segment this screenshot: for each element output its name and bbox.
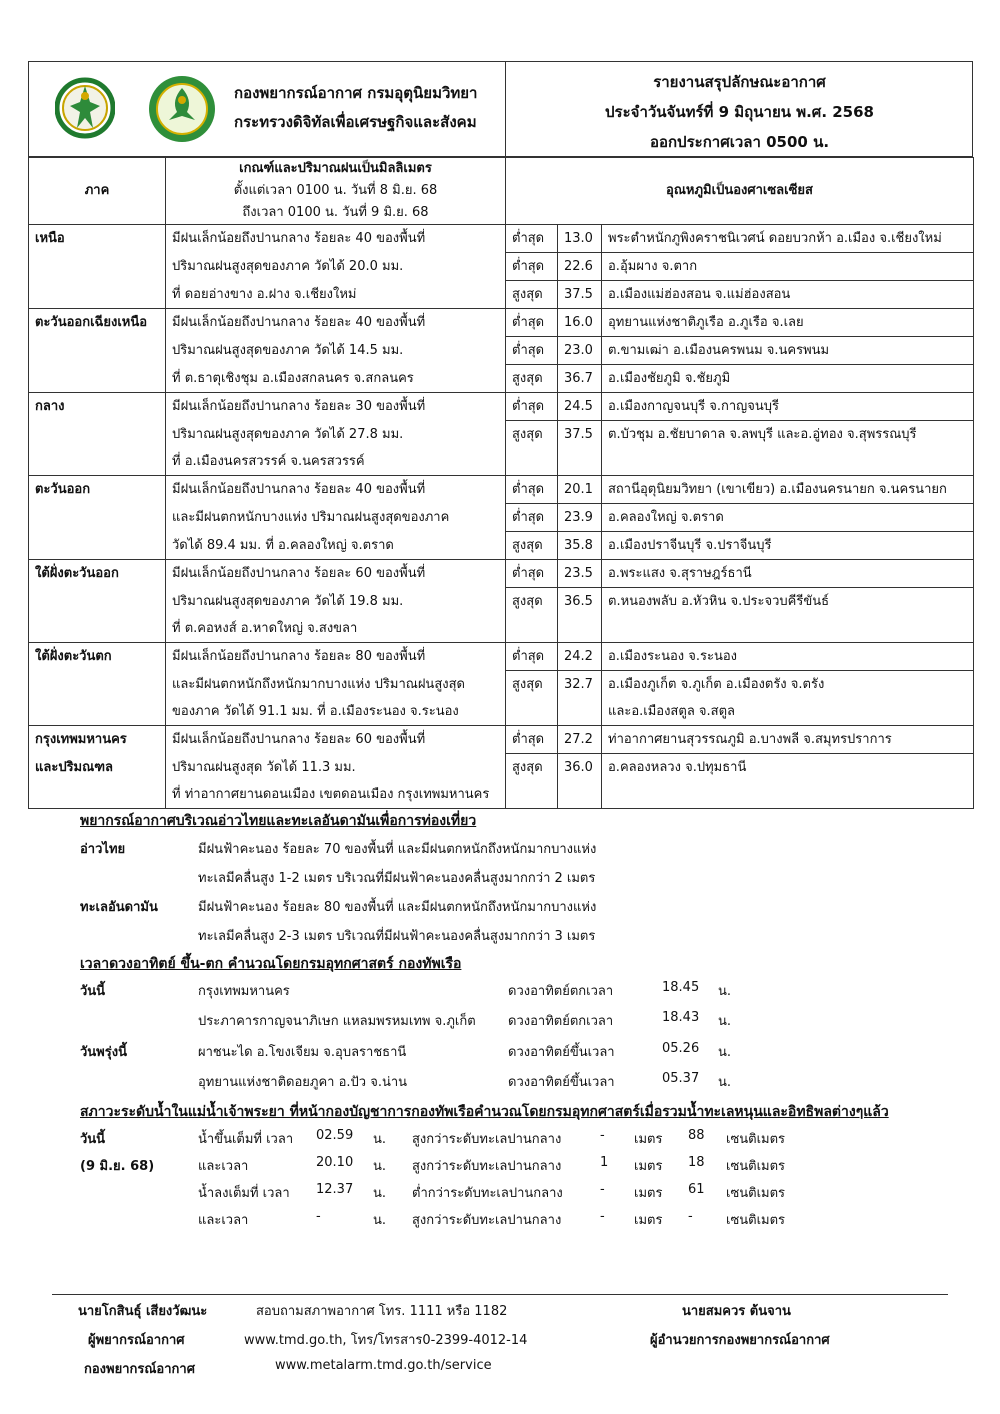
temp-kind <box>506 698 558 726</box>
tide-meter-unit: เมตร <box>634 1132 663 1147</box>
region-name: ตะวันออก <box>29 476 166 504</box>
report-date: ประจำวันจันทร์ที่ 9 มิถุนายน พ.ศ. 2568 <box>605 103 874 121</box>
gulf-label: อ่าวไทย <box>80 842 126 857</box>
rain-text: ที่ อ.เมืองนครสวรรค์ จ.นครสวรรค์ <box>166 448 506 476</box>
tide-unit: น. <box>373 1159 387 1174</box>
temp-value: 22.6 <box>558 253 602 281</box>
forecaster-title: ผู้พยากรณ์อากาศ <box>88 1333 185 1348</box>
tide-unit: น. <box>373 1213 387 1228</box>
temp-kind: สูงสุด <box>506 365 558 393</box>
region-row <box>29 448 974 476</box>
sun-unit: น. <box>718 1045 732 1060</box>
col-rain-header-l2: ตั้งแต่เวลา 0100 น. วันที่ 8 มิ.ย. 68 <box>233 183 438 198</box>
sun-place: ผาชนะได อ.โขงเจียม จ.อุบลราชธานี <box>198 1045 407 1060</box>
org-line-2: กระทรวงดิจิทัลเพื่อเศรษฐกิจและสังคม <box>234 113 477 131</box>
region-row <box>29 309 974 337</box>
region-row <box>29 225 974 253</box>
rain-text: มีฝนเล็กน้อยถึงปานกลาง ร้อยละ 60 ของพื้นที่ <box>166 560 506 588</box>
temp-kind <box>506 615 558 643</box>
temp-kind: ต่ำสุด <box>506 476 558 504</box>
sun-event: ดวงอาทิตย์ขึ้นเวลา <box>508 1045 615 1060</box>
report-title: รายงานสรุปลักษณะอากาศ <box>653 73 826 91</box>
tide-cm: - <box>688 1209 693 1224</box>
temp-kind: ต่ำสุด <box>506 337 558 365</box>
region-name <box>29 365 166 393</box>
tide-cm: 88 <box>688 1128 705 1143</box>
region-row <box>29 476 974 504</box>
region-name <box>29 671 166 699</box>
col-region-header: ภาค <box>29 158 166 225</box>
region-name <box>29 532 166 560</box>
region-row <box>29 726 974 754</box>
region-row <box>29 504 974 532</box>
rain-text: มีฝนเล็กน้อยถึงปานกลาง ร้อยละ 40 ของพื้นที่ <box>166 309 506 337</box>
temp-kind: ต่ำสุด <box>506 253 558 281</box>
sun-time: 05.37 <box>662 1071 700 1086</box>
tide-cm: 61 <box>688 1182 705 1197</box>
region-name <box>29 781 166 809</box>
report-header <box>28 61 973 157</box>
tide-time: 02.59 <box>316 1128 354 1143</box>
sun-today-label: วันนี้ <box>80 984 106 999</box>
temp-value: 20.1 <box>558 476 602 504</box>
sun-unit: น. <box>718 984 732 999</box>
temp-location <box>602 615 974 643</box>
temp-value: 24.2 <box>558 643 602 671</box>
director-name: นายสมควร ต้นจาน <box>682 1304 791 1319</box>
tide-meters: - <box>600 1128 605 1143</box>
col-temp-header: อุณหภูมิเป็นองศาเซลเซียส <box>506 158 974 225</box>
region-name <box>29 448 166 476</box>
temp-location: และอ.เมืองสตูล จ.สตูล <box>602 698 974 726</box>
temp-location: อ.คลองใหญ่ จ.ตราด <box>602 504 974 532</box>
tide-unit: น. <box>373 1132 387 1147</box>
table-header-row <box>29 158 974 225</box>
temp-location <box>602 781 974 809</box>
col-rain-header-l1: เกณฑ์และปริมาณฝนเป็นมิลลิเมตร <box>239 161 432 176</box>
rain-text: ปริมาณฝนสูงสุดของภาค วัดได้ 14.5 มม. <box>166 337 506 365</box>
region-name <box>29 698 166 726</box>
region-row <box>29 588 974 616</box>
temp-value: 27.2 <box>558 726 602 754</box>
temp-location: ต.หนองพลับ อ.หัวหิน จ.ประจวบคีรีขันธ์ <box>602 588 974 616</box>
sun-event: ดวงอาทิตย์ตกเวลา <box>508 984 614 999</box>
temp-location: ต.ขามเฒ่า อ.เมืองนครพนม จ.นครพนม <box>602 337 974 365</box>
region-name <box>29 421 166 449</box>
temp-value: 23.9 <box>558 504 602 532</box>
region-row <box>29 281 974 309</box>
temp-value <box>558 698 602 726</box>
temp-value: 24.5 <box>558 393 602 421</box>
sea-title: พยากรณ์อากาศบริเวณอ่าวไทยและทะเลอันดามันเพื่อการท่องเที่ยว <box>80 813 477 829</box>
temp-value: 37.5 <box>558 421 602 449</box>
tide-relation: ต่ำกว่าระดับทะเลปานกลาง <box>412 1186 563 1201</box>
temp-location: อ.เมืองกาญจนบุรี จ.กาญจนบุรี <box>602 393 974 421</box>
region-name: ใต้ฝั่งตะวันออก <box>29 560 166 588</box>
temp-value: 35.8 <box>558 532 602 560</box>
tide-meters: - <box>600 1182 605 1197</box>
region-row <box>29 781 974 809</box>
rain-text: ที่ ต.คอหงส์ อ.หาดใหญ่ จ.สงขลา <box>166 615 506 643</box>
tide-label: น้ำลงเต็มที่ เวลา <box>198 1186 290 1201</box>
ministry-logo-icon <box>55 72 115 142</box>
temp-kind: ต่ำสุด <box>506 560 558 588</box>
temp-kind: ต่ำสุด <box>506 726 558 754</box>
col-rain-header-l3: ถึงเวลา 0100 น. วันที่ 9 มิ.ย. 68 <box>242 205 429 220</box>
temp-value: 16.0 <box>558 309 602 337</box>
contact-web[interactable]: www.tmd.go.th, โทร/โทรสาร0-2399-4012-14 <box>244 1333 528 1348</box>
rain-text: มีฝนเล็กน้อยถึงปานกลาง ร้อยละ 80 ของพื้นที่ <box>166 643 506 671</box>
region-row <box>29 253 974 281</box>
temp-value: 37.5 <box>558 281 602 309</box>
sun-unit: น. <box>718 1075 732 1090</box>
tide-relation: สูงกว่าระดับทะเลปานกลาง <box>412 1213 562 1228</box>
forecaster-name: นายโกสินธุ์ เสียงวัฒนะ <box>78 1304 208 1319</box>
temp-kind: สูงสุด <box>506 421 558 449</box>
sun-place: กรุงเทพมหานคร <box>198 984 290 999</box>
region-row <box>29 532 974 560</box>
temp-location: สถานีอุตุนิยมวิทยา (เขาเขียว) อ.เมืองนครนายก จ.นครนายก <box>602 476 974 504</box>
region-row <box>29 754 974 782</box>
tide-relation: สูงกว่าระดับทะเลปานกลาง <box>412 1159 562 1174</box>
region-name <box>29 253 166 281</box>
sun-time: 18.45 <box>662 980 700 995</box>
region-name <box>29 615 166 643</box>
tide-day-label: วันนี้ <box>80 1132 106 1147</box>
tide-label: และเวลา <box>198 1159 249 1174</box>
temp-value: 13.0 <box>558 225 602 253</box>
tide-meter-unit: เมตร <box>634 1159 663 1174</box>
sun-place: ประภาคารกาญจนาภิเษก แหลมพรหมเทพ จ.ภูเก็ต <box>198 1014 476 1029</box>
rain-text: ปริมาณฝนสูงสุดของภาค วัดได้ 27.8 มม. <box>166 421 506 449</box>
tide-cm-unit: เซนติเมตร <box>726 1159 786 1174</box>
gulf-line-2: ทะเลมีคลื่นสูง 1-2 เมตร บริเวณที่มีฝนฟ้าคะนองคลื่นสูงมากกว่า 2 เมตร <box>198 871 596 886</box>
tide-time: 20.10 <box>316 1155 354 1170</box>
rain-text: มีฝนเล็กน้อยถึงปานกลาง ร้อยละ 40 ของพื้นที่ <box>166 225 506 253</box>
tide-date-label: (9 มิ.ย. 68) <box>80 1159 155 1174</box>
temp-location: อ.เมืองชัยภูมิ จ.ชัยภูมิ <box>602 365 974 393</box>
gulf-line-1: มีฝนฟ้าคะนอง ร้อยละ 70 ของพื้นที่ และมีฝนตกหนักถึงหนักมากบางแห่ง <box>198 842 597 857</box>
temp-value: 36.5 <box>558 588 602 616</box>
temp-kind <box>506 781 558 809</box>
sun-place: อุทยานแห่งชาติดอยภูคา อ.ปัว จ.น่าน <box>198 1075 408 1090</box>
rain-text: มีฝนเล็กน้อยถึงปานกลาง ร้อยละ 60 ของพื้นที่ <box>166 726 506 754</box>
rain-text: ปริมาณฝนสูงสุด วัดได้ 11.3 มม. <box>166 754 506 782</box>
contact-phone: สอบถามสภาพอากาศ โทร. 1111 หรือ 1182 <box>256 1304 508 1319</box>
temp-kind: สูงสุด <box>506 532 558 560</box>
sun-title: เวลาดวงอาทิตย์ ขึ้น-ตก คำนวณโดยกรมอุทกศาสตร์ กองทัพเรือ <box>80 956 462 972</box>
region-row <box>29 671 974 699</box>
temp-value <box>558 615 602 643</box>
tide-meter-unit: เมตร <box>634 1213 663 1228</box>
temp-location: อุทยานแห่งชาติภูเรือ อ.ภูเรือ จ.เลย <box>602 309 974 337</box>
temp-location: ต.บัวชุม อ.ชัยบาดาล จ.ลพบุรี และอ.อู่ทอง จ.สุพรรณบุรี <box>602 421 974 449</box>
tide-time: 12.37 <box>316 1182 354 1197</box>
report-time: ออกประกาศเวลา 0500 น. <box>649 133 830 151</box>
rain-text: ปริมาณฝนสูงสุดของภาค วัดได้ 20.0 มม. <box>166 253 506 281</box>
temp-kind: สูงสุด <box>506 588 558 616</box>
tide-meters: 1 <box>600 1155 609 1170</box>
rain-text: ปริมาณฝนสูงสุดของภาค วัดได้ 19.8 มม. <box>166 588 506 616</box>
region-name: ใต้ฝั่งตะวันตก <box>29 643 166 671</box>
region-name <box>29 588 166 616</box>
temp-kind: ต่ำสุด <box>506 643 558 671</box>
temp-location: อ.เมืองแม่ฮ่องสอน จ.แม่ฮ่องสอน <box>602 281 974 309</box>
tide-meters: - <box>600 1209 605 1224</box>
tide-cm-unit: เซนติเมตร <box>726 1132 786 1147</box>
region-name: กลาง <box>29 393 166 421</box>
contact-service-link[interactable]: www.metalarm.tmd.go.th/service <box>275 1358 492 1373</box>
temp-location: อ.เมืองปราจีนบุรี จ.ปราจีนบุรี <box>602 532 974 560</box>
region-name: กรุงเทพมหานคร <box>29 726 166 754</box>
director-title: ผู้อำนวยการกองพยากรณ์อากาศ <box>650 1333 830 1348</box>
temp-kind <box>506 448 558 476</box>
region-row <box>29 393 974 421</box>
temp-kind: ต่ำสุด <box>506 504 558 532</box>
weather-summary-table <box>28 157 974 809</box>
tide-relation: สูงกว่าระดับทะเลปานกลาง <box>412 1132 562 1147</box>
region-row <box>29 421 974 449</box>
tide-unit: น. <box>373 1186 387 1201</box>
temp-location <box>602 448 974 476</box>
temp-value: 36.7 <box>558 365 602 393</box>
tide-cm-unit: เซนติเมตร <box>726 1186 786 1201</box>
footer-divider <box>52 1294 948 1295</box>
temp-kind: ต่ำสุด <box>506 225 558 253</box>
temp-value: 32.7 <box>558 671 602 699</box>
temp-value <box>558 781 602 809</box>
sun-event: ดวงอาทิตย์ตกเวลา <box>508 1014 614 1029</box>
rain-text: ที่ ต.ธาตุเชิงชุม อ.เมืองสกลนคร จ.สกลนคร <box>166 365 506 393</box>
rain-text: มีฝนเล็กน้อยถึงปานกลาง ร้อยละ 40 ของพื้นที่ <box>166 476 506 504</box>
rain-text: และมีฝนตกหนักถึงหนักมากบางแห่ง ปริมาณฝนสูงสุด <box>166 671 506 699</box>
temp-value: 23.0 <box>558 337 602 365</box>
tide-time: - <box>316 1209 321 1224</box>
tmd-logo-icon <box>147 74 217 144</box>
tide-title: สภาวะระดับน้ำในแม่น้ำเจ้าพระยา ที่หน้ากองบัญชาการกองทัพเรือคำนวณโดยกรมอุทกศาสตร์เมื่อรวมน้ำทะเลหนุนและอิทธิพลต่างๆแล้ว <box>80 1104 889 1120</box>
temp-location: อ.อุ้มผาง จ.ตาก <box>602 253 974 281</box>
temp-location: อ.พระแสง จ.สุราษฎร์ธานี <box>602 560 974 588</box>
rain-text: และมีฝนตกหนักบางแห่ง ปริมาณฝนสูงสุดของภาค <box>166 504 506 532</box>
region-name <box>29 281 166 309</box>
region-name: และปริมณฑล <box>29 754 166 782</box>
temp-location: อ.คลองหลวง จ.ปทุมธานี <box>602 754 974 782</box>
region-row <box>29 643 974 671</box>
region-name <box>29 337 166 365</box>
region-row <box>29 615 974 643</box>
temp-value <box>558 448 602 476</box>
andaman-line-1: มีฝนฟ้าคะนอง ร้อยละ 80 ของพื้นที่ และมีฝนตกหนักถึงหนักมากบางแห่ง <box>198 900 597 915</box>
temp-kind: สูงสุด <box>506 281 558 309</box>
rain-text: ที่ ท่าอากาศยานดอนเมือง เขตดอนเมือง กรุงเทพมหานคร <box>166 781 506 809</box>
temp-kind: สูงสุด <box>506 754 558 782</box>
temp-kind: ต่ำสุด <box>506 393 558 421</box>
temp-value: 23.5 <box>558 560 602 588</box>
rain-text: ที่ ดอยอ่างขาง อ.ฝาง จ.เชียงใหม่ <box>166 281 506 309</box>
org-line-1: กองพยากรณ์อากาศ กรมอุตุนิยมวิทยา <box>234 84 478 102</box>
region-name: เหนือ <box>29 225 166 253</box>
rain-text: มีฝนเล็กน้อยถึงปานกลาง ร้อยละ 30 ของพื้นที่ <box>166 393 506 421</box>
andaman-label: ทะเลอันดามัน <box>80 900 158 915</box>
sun-unit: น. <box>718 1014 732 1029</box>
temp-kind: สูงสุด <box>506 671 558 699</box>
region-row <box>29 560 974 588</box>
tide-label: และเวลา <box>198 1213 249 1228</box>
sun-time: 05.26 <box>662 1041 700 1056</box>
rain-text: ของภาค วัดได้ 91.1 มม. ที่ อ.เมืองระนอง จ.ระนอง <box>166 698 506 726</box>
forecaster-org: กองพยากรณ์อากาศ <box>84 1362 195 1377</box>
temp-location: อ.เมืองระนอง จ.ระนอง <box>602 643 974 671</box>
sun-tomorrow-label: วันพรุ่งนี้ <box>80 1045 127 1060</box>
col-rain-header <box>166 158 506 225</box>
rain-text: วัดได้ 89.4 มม. ที่ อ.คลองใหญ่ จ.ตราด <box>166 532 506 560</box>
tide-label: น้ำขึ้นเต็มที่ เวลา <box>198 1132 294 1147</box>
tide-cm-unit: เซนติเมตร <box>726 1213 786 1228</box>
temp-value: 36.0 <box>558 754 602 782</box>
region-name: ตะวันออกเฉียงเหนือ <box>29 309 166 337</box>
region-row <box>29 698 974 726</box>
region-name <box>29 504 166 532</box>
sun-time: 18.43 <box>662 1010 700 1025</box>
andaman-line-2: ทะเลมีคลื่นสูง 2-3 เมตร บริเวณที่มีฝนฟ้าคะนองคลื่นสูงมากกว่า 3 เมตร <box>198 929 596 944</box>
sun-event: ดวงอาทิตย์ขึ้นเวลา <box>508 1075 615 1090</box>
tide-cm: 18 <box>688 1155 705 1170</box>
temp-location: อ.เมืองภูเก็ต จ.ภูเก็ต อ.เมืองตรัง จ.ตรัง <box>602 671 974 699</box>
region-row <box>29 365 974 393</box>
temp-kind: ต่ำสุด <box>506 309 558 337</box>
tide-meter-unit: เมตร <box>634 1186 663 1201</box>
temp-location: ท่าอากาศยานสุวรรณภูมิ อ.บางพลี จ.สมุทรปราการ <box>602 726 974 754</box>
temp-location: พระตำหนักภูพิงคราชนิเวศน์ ดอยบวกห้า อ.เมือง จ.เชียงใหม่ <box>602 225 974 253</box>
region-row <box>29 337 974 365</box>
